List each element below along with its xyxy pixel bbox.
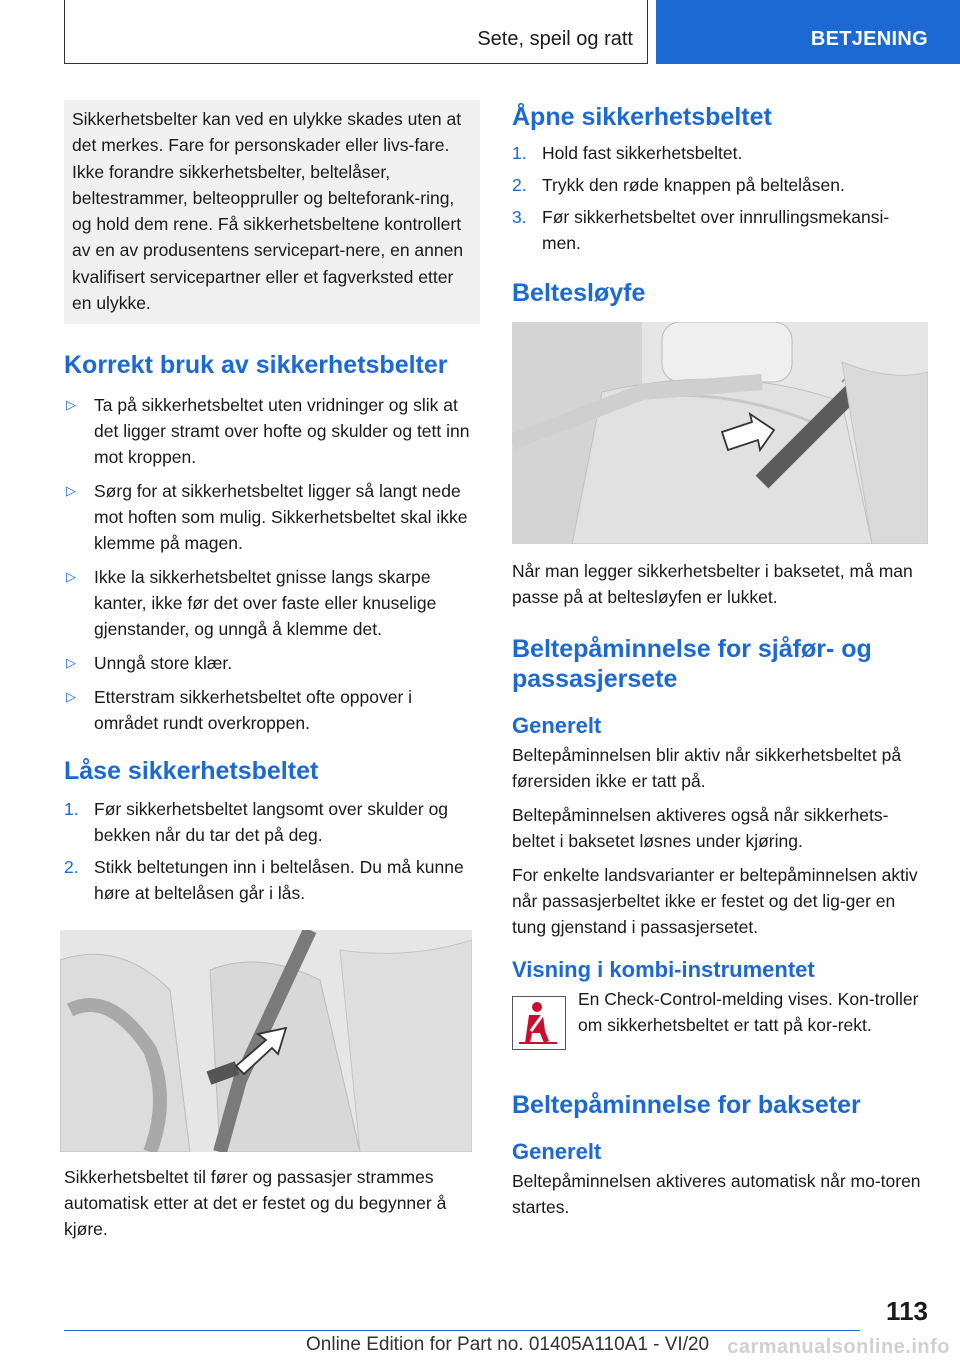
display-heading: Visning i kombi-instrumentet <box>512 957 815 982</box>
reminder-rear-heading: Beltepåminnelse for bakseter <box>512 1091 861 1119</box>
warning-box <box>64 100 480 324</box>
triangle-bullet-icon: ▷ <box>66 397 76 412</box>
triangle-bullet-icon: ▷ <box>66 569 76 584</box>
triangle-bullet-icon: ▷ <box>66 689 76 704</box>
footer-divider <box>64 1330 860 1331</box>
list-item: ▷ Unngå store klær. <box>64 650 480 676</box>
display-text: En Check-Control-melding vises. Kon-troller om sikkerhetsbeltet er tatt på kor-rekt. <box>578 989 919 1035</box>
reminder-paragraph: For enkelte landsvarianter er beltepåminnelsen aktiv når passasjerbeltet ikke er festet og det lig-ger en tung gjenstand i passasjersetet. <box>512 865 918 937</box>
seatbelt-buckle-illustration <box>60 930 472 1152</box>
reminder-front-heading: Beltepåminnelse for sjåfør- og passasjersete <box>512 635 872 693</box>
belt-loop-illustration <box>512 322 928 544</box>
step-item: 3. Før sikkerhetsbeltet over innrullingsmekansi-men. <box>512 207 890 253</box>
seatbelt-warning-icon <box>512 996 566 1050</box>
correct-use-heading: Korrekt bruk av sikkerhetsbelter <box>64 351 448 379</box>
lock-steps <box>64 796 480 906</box>
loop-heading: Beltesløyfe <box>512 279 646 307</box>
triangle-bullet-icon: ▷ <box>66 483 76 498</box>
step-item: 2. Stikk beltetungen inn i beltelåsen. Du må kunne høre at beltelåsen går i lås. <box>64 857 464 903</box>
step-item: 1. Før sikkerhetsbeltet langsomt over skulder og bekken når du tar det på deg. <box>64 799 449 845</box>
correct-use-list <box>64 392 480 736</box>
left-column <box>64 100 480 1242</box>
loop-caption: Når man legger sikkerhetsbelter i baksetet, må man passe på at beltesløyfen er lukket. <box>512 561 913 607</box>
step-item: 1. Hold fast sikkerhetsbeltet. <box>512 143 743 163</box>
lock-heading: Låse sikkerhetsbeltet <box>64 757 319 785</box>
chapter-tab-label: BETJENING <box>810 28 928 50</box>
front-seat-belt-drawing <box>60 930 472 1152</box>
chapter-tab[interactable] <box>656 0 960 64</box>
right-column <box>512 100 928 1220</box>
reminder-front-general-heading: Generelt <box>512 713 602 738</box>
reminder-paragraph: Beltepåminnelsen blir aktiv når sikkerhetsbeltet på førersiden ikke er tatt på. <box>512 745 902 791</box>
step-item: 2. Trykk den røde knappen på beltelåsen. <box>512 175 845 195</box>
list-item: ▷ Sørg for at sikkerhetsbeltet ligger så langt nede mot hoften som mulig. Sikkerhetsbeltet skal ikke klemme på magen. <box>64 478 480 556</box>
reminder-rear-text: Beltepåminnelsen aktiveres automatisk når mo-toren startes. <box>512 1171 921 1217</box>
triangle-bullet-icon: ▷ <box>66 655 76 670</box>
list-item: ▷ Ta på sikkerhetsbeltet uten vridninger og slik at det ligger stramt over hofte og skulder og tett inn mot kroppen. <box>64 392 480 470</box>
watermark: carmanualsonline.info <box>727 1336 950 1358</box>
open-heading: Åpne sikkerhetsbeltet <box>512 103 772 131</box>
page-number: 113 <box>886 1296 928 1326</box>
section-title: Sete, speil og ratt <box>477 28 633 50</box>
lock-caption: Sikkerhetsbeltet til fører og passasjer strammes automatisk etter at det er festet og du begynner å kjøre. <box>64 1167 447 1239</box>
display-row <box>512 986 928 1066</box>
list-item: ▷ Etterstram sikkerhetsbeltet ofte oppover i området rundt overkroppen. <box>64 684 480 736</box>
header-section-box <box>64 0 648 64</box>
reminder-paragraph: Beltepåminnelsen aktiveres også når sikkerhets-beltet i baksetet løsnes under kjøring. <box>512 805 889 851</box>
edition-text: Online Edition for Part no. 01405A110A1 - VI/20 <box>306 1334 710 1355</box>
reminder-rear-general-heading: Generelt <box>512 1139 602 1164</box>
warning-text: Sikkerhetsbelter kan ved en ulykke skades uten at det merkes. Fare for personskader eller livs-fare. Ikke forandre sikkerhetsbelter, beltelåser, beltestrammer, belteoppruller og belteforank-ring, og hold dem rene. Få sikkerhetsbeltene kontrollert av en av produsentens servicepart-nere, en annen kvalifisert servicepartner eller et fagverksted etter en ulykke. <box>72 109 464 314</box>
list-item: ▷ Ikke la sikkerhetsbeltet gnisse langs skarpe kanter, ikke før det over faste eller knuselige gjenstander, og unngå å klemme det. <box>64 564 480 642</box>
rear-seat-loop-drawing <box>512 322 928 544</box>
open-steps <box>512 140 928 256</box>
